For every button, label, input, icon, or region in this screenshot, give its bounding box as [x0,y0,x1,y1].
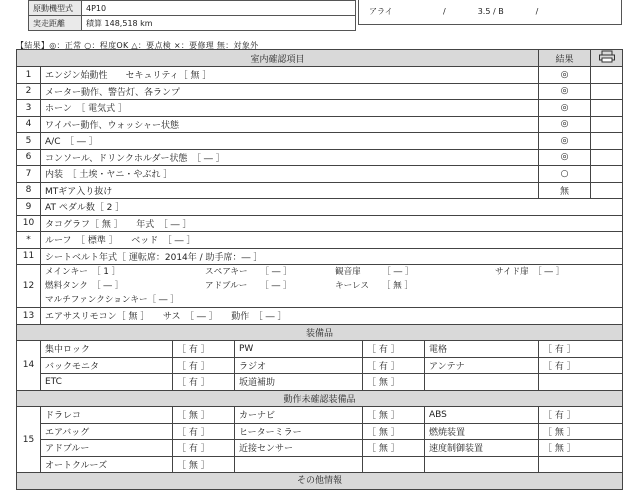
row-number: 9 [17,199,41,216]
equip-name: ETC [41,374,173,391]
item-result: ◎ [539,83,591,100]
equip-value [539,374,623,391]
other-info-title: その他情報 [17,473,623,490]
interior-row-1 [17,67,623,84]
equip-value: ［ 無 ］ [539,440,623,457]
multi-function-key: マルチファンクションキー［ ― ］ [45,295,179,305]
equip-name: 坂道補助 [235,374,363,391]
equip-name: 集中ロック [41,341,173,358]
row-number: 12 [17,265,41,308]
item-text: エンジン始動性 セキュリティ［ 無 ］ [41,67,539,84]
equipment-title: 装備品 [17,324,623,341]
interior-row-6 [17,149,623,166]
equip-value: ［ 有 ］ [173,440,235,457]
equip-name: ヒーターミラー [235,423,363,440]
unverified-header-row [17,390,623,407]
unverified-row-4 [17,456,623,473]
interior-header-row [17,50,623,67]
item-text: エアサスリモコン［ 無 ］ サス ［ ― ］ 動作 ［ ― ］ [41,308,623,325]
interior-row-8 [17,182,623,199]
interior-row-7 [17,166,623,183]
alignment-box [358,0,622,25]
blank-cell [591,83,623,100]
item-text: ルーフ ［ 標準 ］ ベッド ［ ― ］ [41,232,623,249]
equip-value: ［ 無 ］ [363,407,425,424]
equip-name: バックモニタ [41,357,173,374]
equipment-row-3 [17,374,623,391]
equip-name: 速度制御装置 [425,440,539,457]
row-number: 15 [17,407,41,473]
blank-cell [591,166,623,183]
blank-cell [591,67,623,84]
item-text: MTギア入り抜け [41,182,539,199]
row-number: 8 [17,182,41,199]
equip-value [539,456,623,473]
blank-cell [591,182,623,199]
row-number: 10 [17,215,41,232]
item-result: ◎ [539,116,591,133]
equipment-row-1 [17,341,623,358]
equip-value: ［ 有 ］ [539,357,623,374]
row-number: 14 [17,341,41,391]
unverified-row-1 [17,407,623,424]
equip-value: ［ 有 ］ [539,341,623,358]
item-text: メーター動作、警告灯、各ランプ [41,83,539,100]
equip-name: カーナビ [235,407,363,424]
item-text: A/C ［ ― ］ [41,133,539,150]
item-text: タコグラフ［ 無 ］ 年式 ［ ― ］ [41,215,623,232]
blank-cell [591,149,623,166]
row-number: 6 [17,149,41,166]
equip-name: エアバッグ [41,423,173,440]
item-text: シートベルト年式［ 運転席：2014年 / 助手席：― ］ [41,248,623,265]
spare-key: スペアキー ［ ― ］ [205,267,292,277]
equip-value: ［ 無 ］ [363,423,425,440]
blank-cell [591,116,623,133]
side-door: サイド扉 ［ ― ］ [495,267,565,277]
item-result: ◎ [539,100,591,117]
item-text: ホーン ［ 電気式 ］ [41,100,539,117]
row-number: 7 [17,166,41,183]
main-key: メインキー ［ 1 ］ [45,267,121,277]
mileage-label: 実走距離 [29,16,82,31]
equip-value: ［ 有 ］ [173,357,235,374]
row-number: 2 [17,83,41,100]
equip-value: ［ 有 ］ [539,407,623,424]
alignment-label: アライ [369,7,393,16]
equipment-row-2 [17,357,623,374]
equip-name: アドブルー [41,440,173,457]
engine-model-value: 4P10 [82,1,356,16]
row-number: 11 [17,248,41,265]
adblue: アドブルー ［ ― ］ [205,281,292,291]
equip-value: ［ 無 ］ [173,407,235,424]
interior-row-10 [17,215,623,232]
interior-row-9 [17,199,623,216]
other-info-header-row [17,473,623,490]
item-result: 無 [539,182,591,199]
mileage-value: 積算 148,518 km [82,16,356,31]
equip-value: ［ 無 ］ [539,423,623,440]
interior-title: 室内確認項目 [17,50,539,67]
equip-name: ABS [425,407,539,424]
keys-cell [41,265,623,308]
item-result: ○ [539,166,591,183]
item-result: ◎ [539,133,591,150]
interior-row-13 [17,308,623,325]
equip-value: ［ 無 ］ [363,374,425,391]
item-text: AT ペダル数［ 2 ］ [41,199,623,216]
keys-line-3 [45,293,618,307]
rear-door: 観音扉 ［ ― ］ [335,267,414,277]
interior-row-12 [17,265,623,308]
fuel-tank: 燃料タンク ［ ― ］ [45,281,124,291]
equip-name [425,456,539,473]
equip-name: アンテナ [425,357,539,374]
interior-row-roof [17,232,623,249]
mileage-row [29,16,356,31]
inspection-table [16,49,623,490]
equip-name: 近接センサー [235,440,363,457]
keys-line-1 [45,265,618,279]
equip-value [363,456,425,473]
equip-value: ［ 有 ］ [363,341,425,358]
interior-row-4 [17,116,623,133]
equip-name: ラジオ [235,357,363,374]
item-text: コンソール、ドリンクホルダー状態 ［ ― ］ [41,149,539,166]
equip-value: ［ 有 ］ [363,357,425,374]
equip-name: ドラレコ [41,407,173,424]
interior-row-11 [17,248,623,265]
keys-line-2 [45,279,618,293]
result-legend: 【結果】◎：正常 ○：程度OK △：要点検 ×：要修理 無：対象外 [16,41,259,50]
engine-model-row [29,1,356,16]
alignment-marks: / 3.5 / B / [443,7,539,16]
item-text: 内装 ［ 土埃・ヤニ・やぶれ ］ [41,166,539,183]
equip-name [425,374,539,391]
blank-cell [591,133,623,150]
equip-name: 電格 [425,341,539,358]
equip-value: ［ 無 ］ [173,456,235,473]
equip-name [235,456,363,473]
equip-value: ［ 有 ］ [173,341,235,358]
unverified-row-3 [17,440,623,457]
unverified-title: 動作未確認装備品 [17,390,623,407]
interior-row-3 [17,100,623,117]
equip-value: ［ 無 ］ [363,440,425,457]
interior-row-2 [17,83,623,100]
vehicle-info-table [28,0,356,31]
interior-row-5 [17,133,623,150]
engine-model-label: 原動機型式 [29,1,82,16]
result-header: 結果 [539,50,591,67]
unverified-row-2 [17,423,623,440]
keyless: キーレス ［ 無 ］ [335,281,414,291]
item-result: ◎ [539,149,591,166]
equip-name: オートクルーズ [41,456,173,473]
row-number: 5 [17,133,41,150]
row-number: 3 [17,100,41,117]
row-number: * [17,232,41,249]
row-number: 4 [17,116,41,133]
row-number: 13 [17,308,41,325]
equip-value: ［ 有 ］ [173,374,235,391]
equip-value: ［ 有 ］ [173,423,235,440]
item-text: ワイパー動作、ウォッシャー状態 [41,116,539,133]
equip-name: PW [235,341,363,358]
printer-icon[interactable] [591,50,623,67]
equip-name: 燃焼装置 [425,423,539,440]
row-number: 1 [17,67,41,84]
item-result: ◎ [539,67,591,84]
equipment-header-row [17,324,623,341]
blank-cell [591,100,623,117]
